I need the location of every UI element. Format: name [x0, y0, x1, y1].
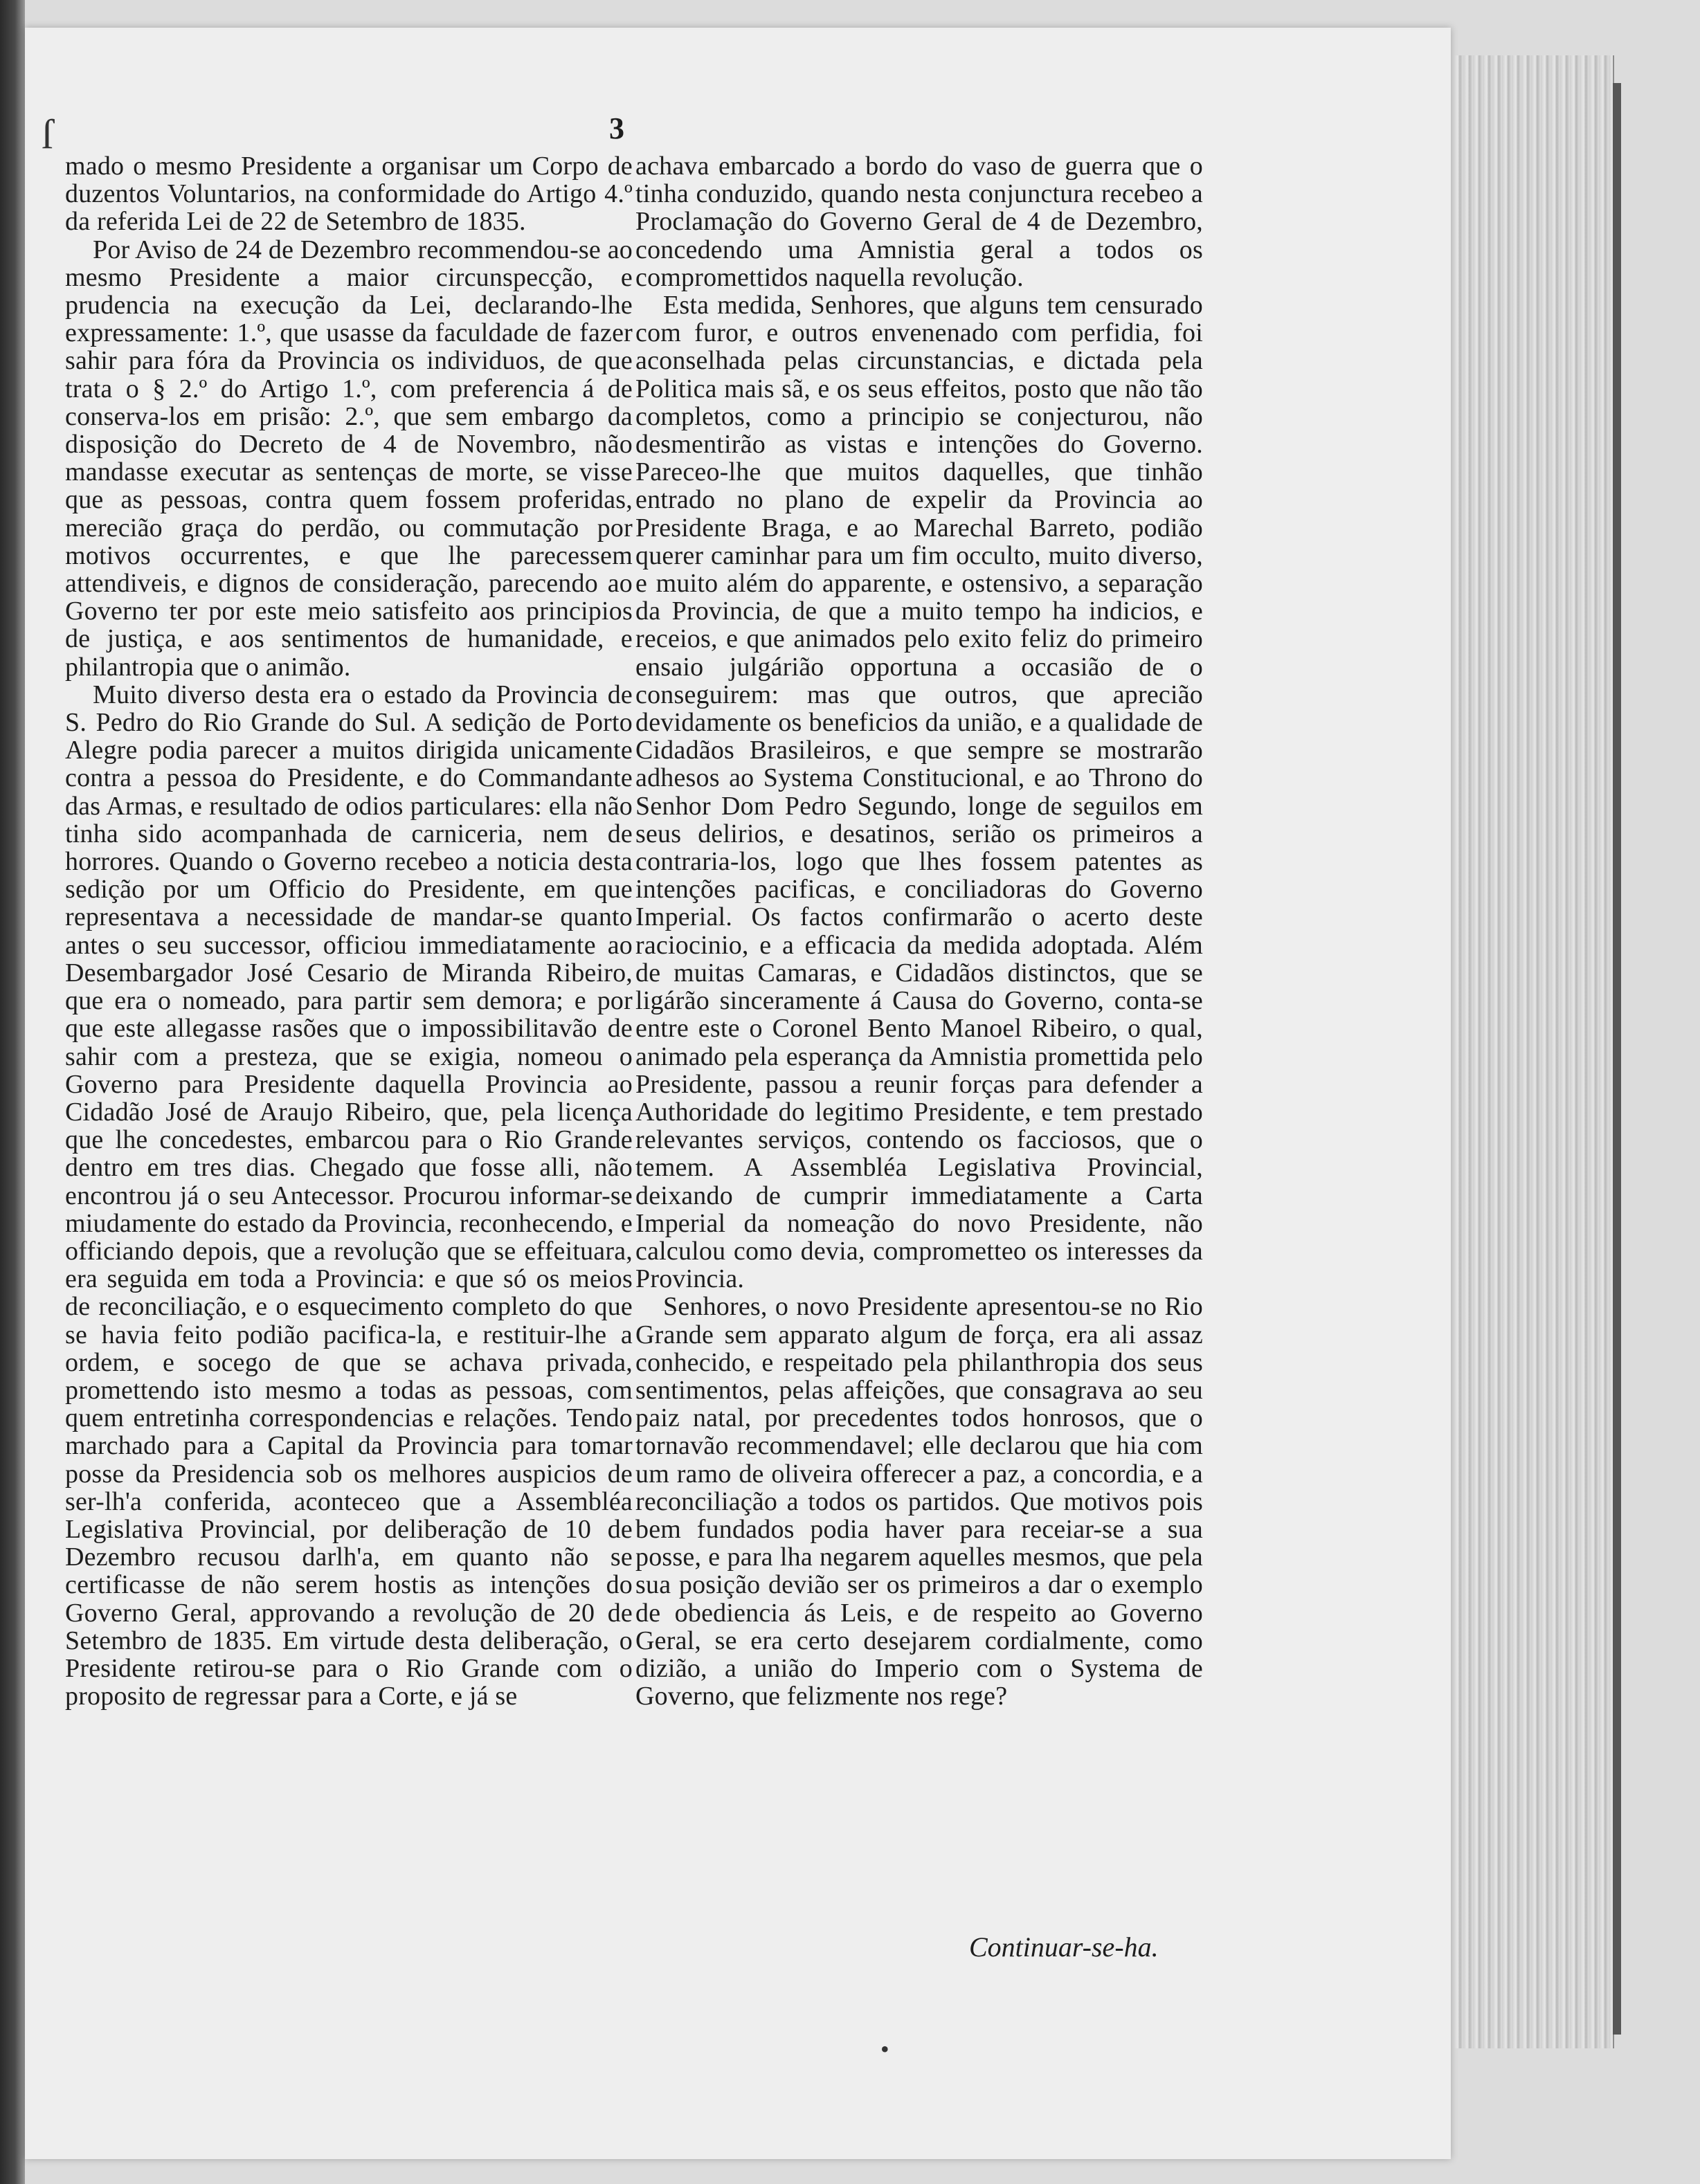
paragraph: Esta medida, Senhores, que alguns tem censurado com furor, e outros envenenado com perfidia, foi aconselhada pelas circunstancias, e dictada pela Politica mais sã, e os seus effeitos, posto que não tão completos, como a principio se conjecturou, não desmentirão as vistas e intenções do Governo. Pareceo-lhe que muitos daquelles, que tinhão entrado no plano de expelir da Provincia ao Presidente Braga, e ao Marechal Barreto, podião querer caminhar para um fim occulto, muito diverso, e muito além do apparente, e ostensivo, a separação da Provincia, de que a muito tempo ha indicios, e receios, e que animados pelo exito feliz do primeiro ensaio julgárião opportuna a occasião de o conseguirem: mas que outros, que aprecião devidamente os beneficios da união, e a qualidade de Cidadãos Brasileiros, e que sempre se mostrarão adhesos ao Systema Constitucional, e ao Throno do Senhor Dom Pedro Segundo, longe de seguilos em seus delirios, e desatinos, serião os primeiros a contraria-los, logo que lhes fossem patentes as intenções pacificas, e conciliadoras do Governo Imperial. Os factos confirmarão o acerto deste raciocinio, e a efficacia da medida adoptada. Além de muitas Camaras, e Cidadãos distinctos, que se ligárão sinceramente á Causa do Governo, conta-se entre este o Coronel Bento Manoel Ribeiro, o qual, animado pela esperança da Amnistia promettida pelo Presidente, passou a reunir forças para defender a Authoridade do legitimo Presidente, e tem prestado relevantes serviços, contendo os facciosos, que o temem. A Assembléa Legislativa Provincial, deixando de cumprir immediatamente a Carta Imperial da nomeação do novo Presidente, não calculou como devia, comprometteo os interesses da Provincia.	[635, 291, 1203, 1294]
paragraph: Por Aviso de 24 de Dezembro recommendou-se ao mesmo Presidente a maior circunspecção, e prudencia na execução da Lei, declarando-lhe expressamente: 1.º, que usasse da faculdade de fazer sahir para fóra da Provincia os individuos, de que trata o § 2.º do Artigo 1.º, com preferencia á de conserva-los em prisão: 2.º, que sem embargo da disposição do Decreto de 4 de Novembro, não mandasse executar as sentenças de morte, se visse que as pessoas, contra quem fossem proferidas, merecião graça do perdão, ou commutação por motivos occurrentes, e que lhe parecessem attendiveis, e dignos de consideração, parecendo ao Governo ter por este meio satisfeito aos principios de justiça, e aos sentimentos de humanidade, e philantropia que o animão.	[65, 235, 633, 682]
paragraph: achava embarcado a bordo do vaso de guerra que o tinha conduzido, quando nesta conjunctura recebeo a Proclamação do Governo Geral de 4 de Dezembro, concedendo uma Amnistia geral a todos os compromettidos naquella revolução.	[635, 152, 1203, 292]
continuation-note: Continuar-se-ha.	[969, 1931, 1159, 1963]
left-column	[65, 152, 633, 1710]
adjacent-page-edge	[0, 0, 25, 2184]
book-cover-edge	[1613, 83, 1621, 2035]
ink-dot: •	[880, 2035, 889, 2063]
paragraph: mado o mesmo Presidente a organisar um Corpo de duzentos Voluntarios, na conformidade do Artigo 4.º da referida Lei de 22 de Setembro de 1835.	[65, 152, 633, 237]
paragraph: Senhores, o novo Presidente apresentou-se no Rio Grande sem apparato algum de força, era ali assaz conhecido, e respeitado pela philanthropia dos seus sentimentos, pelas affeições, que consagrava ao seu paiz natal, por precedentes todos honrosos, que o tornavão recommendavel; elle declarou que hia com um ramo de oliveira offerecer a paz, a concordia, e a reconciliação a todos os partidos. Que motivos pois bem fundados podia haver para receiar-se a sua posse, e para lha negarem aquelles mesmos, que pela sua posição devião ser os primeiros a dar o exemplo de obediencia ás Leis, e de respeito ao Governo Geral, se era certo desejarem cordialmente, como dizião, a união do Imperio com o Systema de Governo, que felizmente nos rege?	[635, 1292, 1203, 1711]
page-edges-stack	[1454, 55, 1614, 2048]
pen-mark: ſ	[42, 111, 53, 157]
right-column	[635, 152, 1203, 1710]
paragraph: Muito diverso desta era o estado da Provincia de S. Pedro do Rio Grande do Sul. A sedição de Porto Alegre podia parecer a muitos dirigida unicamente contra a pessoa do Presidente, e do Commandante das Armas, e resultado de odios particulares: ella não tinha sido acompanhada de carniceria, nem de horrores. Quando o Governo recebeo a noticia desta sedição por um Officio do Presidente, em que representava a necessidade de mandar-se quanto antes o seu successor, officiou immediatamente ao Desembargador José Cesario de Miranda Ribeiro, que era o nomeado, para partir sem demora; e por que este allegasse rasões que o impossibilitavão de sahir com a presteza, que se exigia, nomeou o Governo para Presidente daquella Provincia ao Cidadão José de Araujo Ribeiro, que, pela licença que lhe concedestes, embarcou para o Rio Grande dentro em tres dias. Chegado que fosse alli, não encontrou já o seu Antecessor. Procurou informar-se miudamente do estado da Provincia, reconhecendo, e officiando depois, que a revolução que se effeituara, era seguida em toda a Provincia: e que só os meios de reconciliação, e o esquecimento completo do que se havia feito podião pacifica-la, e restituir-lhe a ordem, e socego de que se achava privada, promettendo isto mesmo a todas as pessoas, com quem entretinha correspondencias e relações. Tendo marchado para a Capital da Provincia para tomar posse da Presidencia sob os melhores auspicios de ser-lh'a conferida, aconteceo que a Assembléa Legislativa Provincial, por deliberação de 10 de Dezembro recusou darlh'a, em quanto não se certificasse de não serem hostis as intenções do Governo Geral, approvando a revolução de 20 de Setembro de 1835. Em virtude desta deliberação, o Presidente retirou-se para o Rio Grande com o proposito de regressar para a Corte, e já se	[65, 680, 633, 1711]
page-number: 3	[609, 111, 624, 145]
